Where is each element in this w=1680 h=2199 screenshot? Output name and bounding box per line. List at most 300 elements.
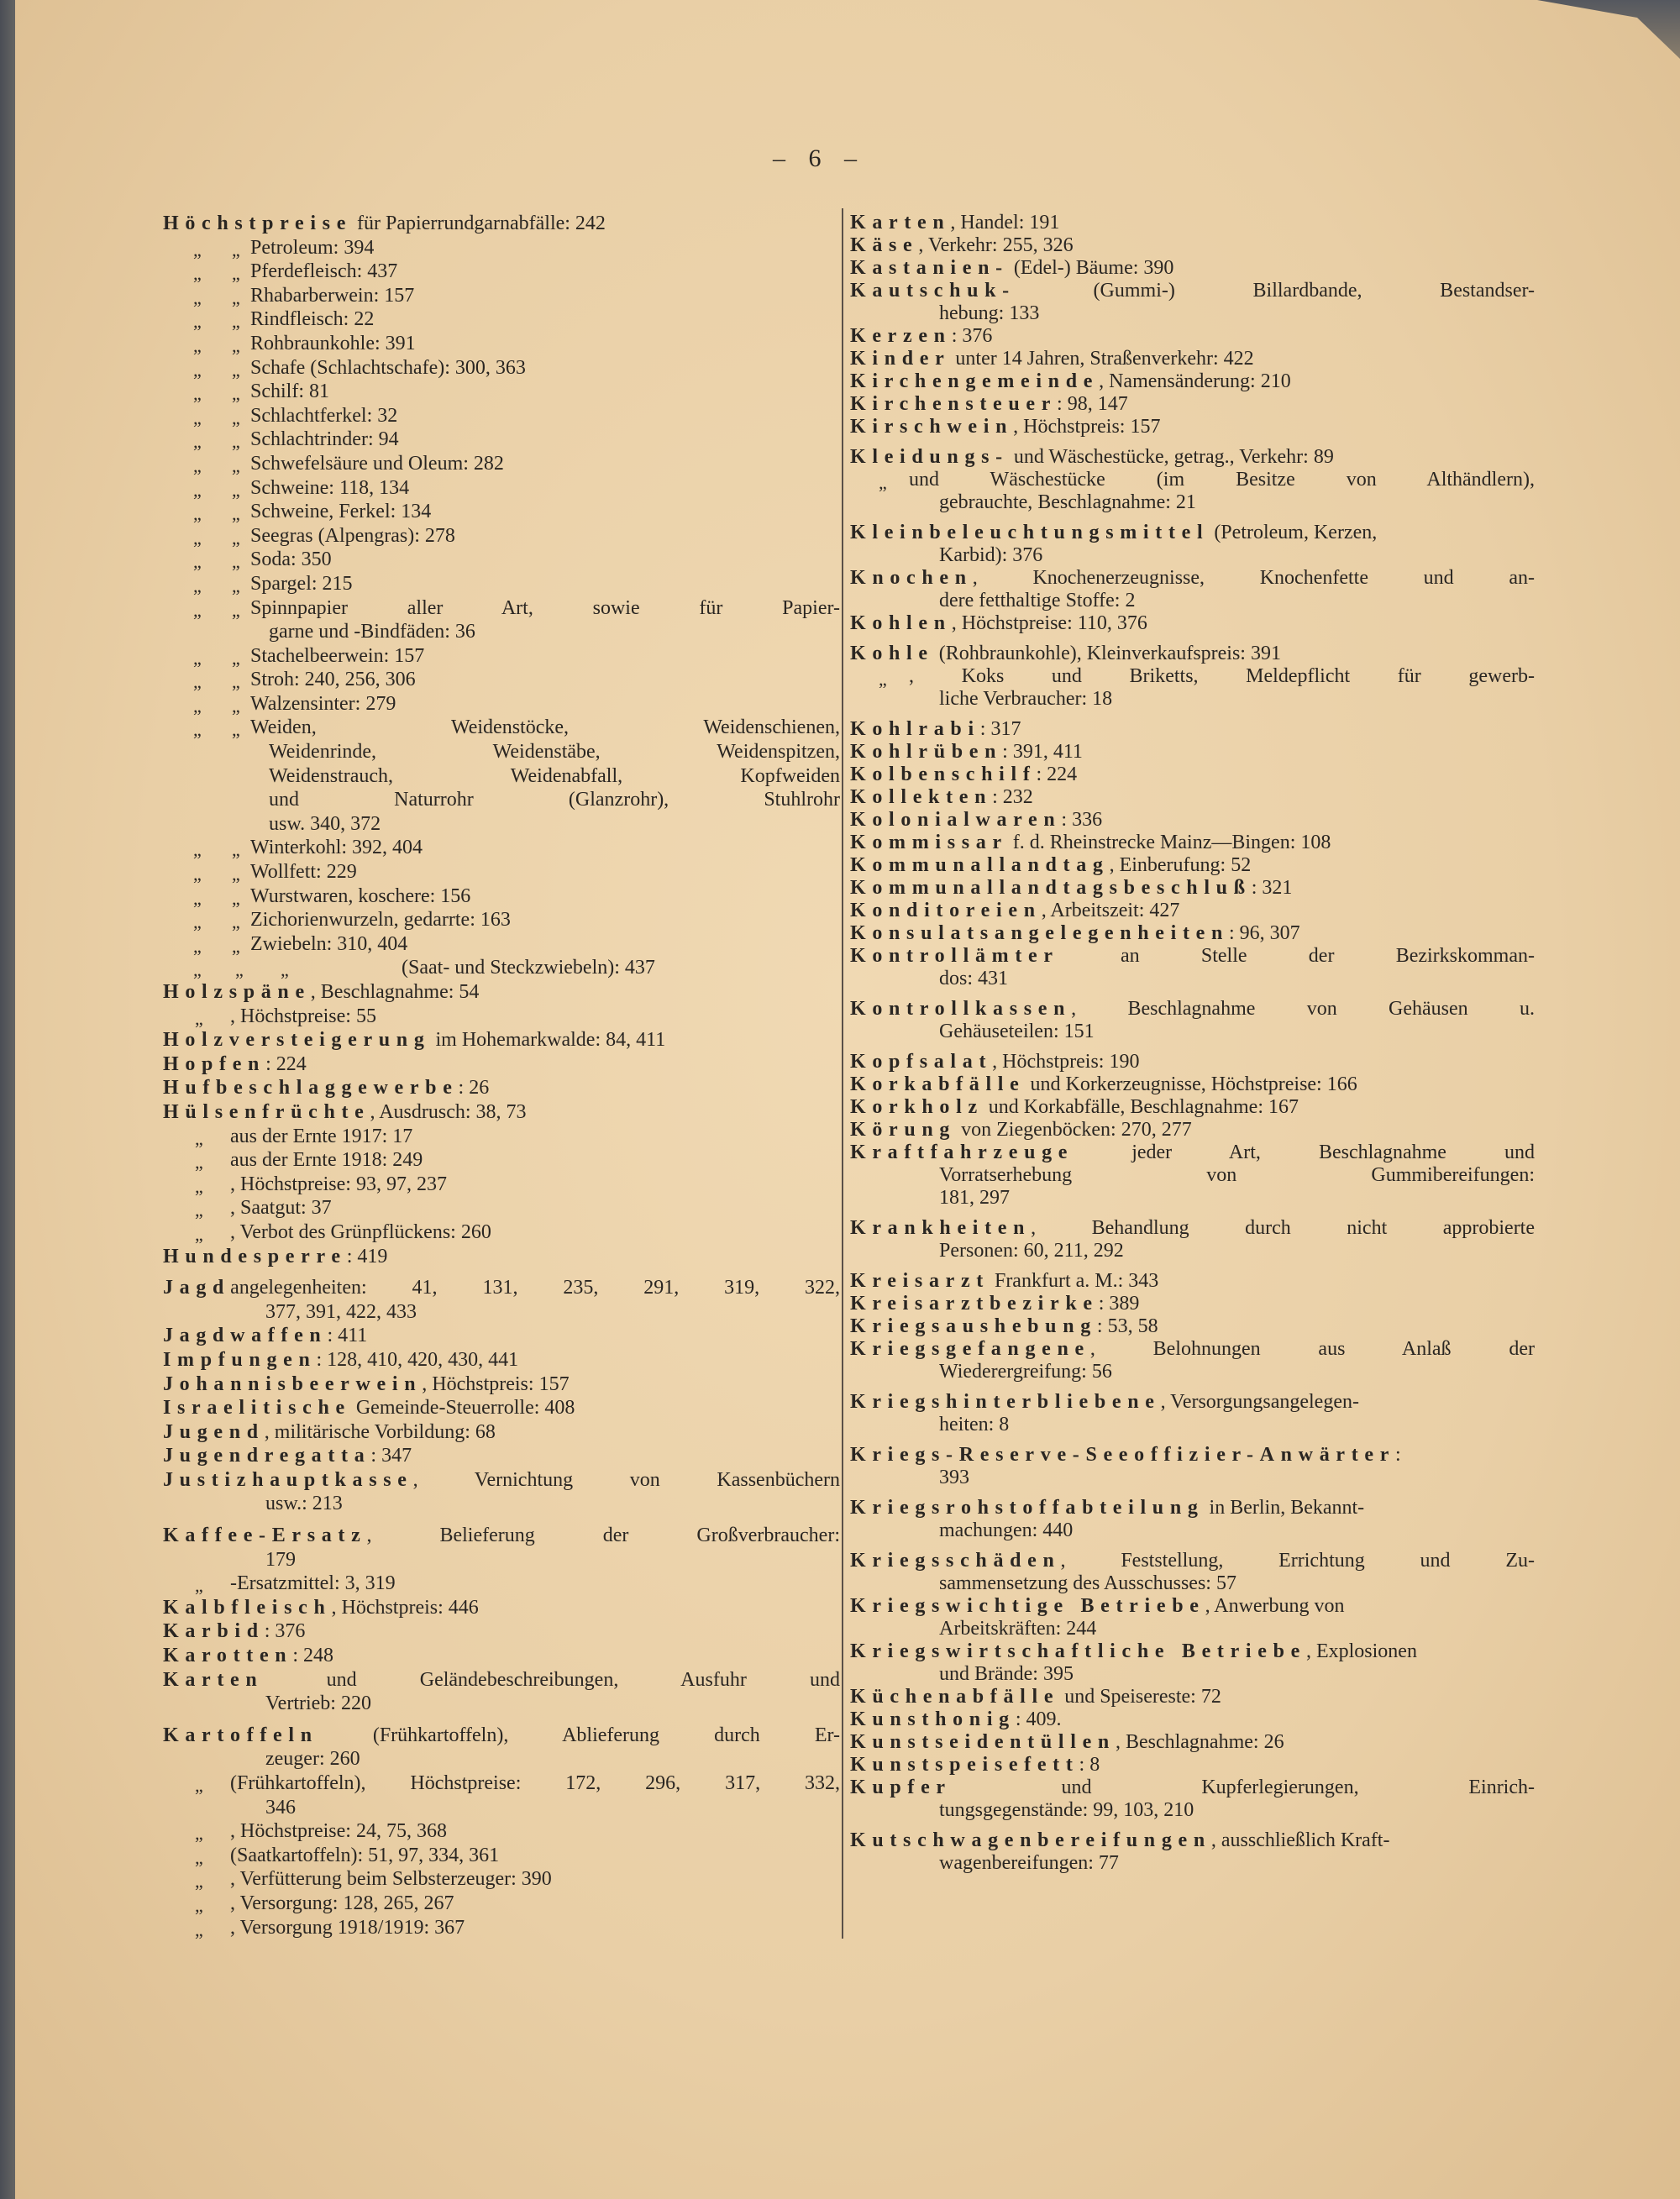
index-subentry [163,644,840,669]
index-entry [850,1708,1535,1731]
cover-corner [1537,0,1680,59]
entry-text: Wurstwaren, koschere: 156 [250,884,471,907]
entry-text: und Kupferlegierungen, Einrich- [951,1777,1535,1798]
entry-text: : 419 [346,1245,388,1267]
entry-keyword: Jugendregatta [163,1445,371,1467]
entry-text: Personen: 60, 211, 292 [939,1240,1124,1262]
index-entry [163,212,840,236]
ditto-mark: „ [193,383,202,405]
entry-keyword: Kleidungs- [850,446,1009,468]
entry-text: f. d. Rheinstrecke Mainz—Bingen: 108 [1007,832,1331,853]
index-entry-continuation [850,491,1535,514]
entry-keyword: Kriegswichtige Betriebe [850,1595,1205,1617]
entry-keyword: Konsulatsangelegenheiten [850,922,1230,944]
entry-keyword: Jagd [163,1277,231,1299]
index-entry [850,416,1535,438]
index-entry [163,1052,840,1077]
ditto-mark: „ [193,503,202,525]
index-entry [850,1754,1535,1777]
entry-keyword: Kontrollämter [850,945,1059,967]
index-entry [850,234,1535,257]
index-subentry [850,665,1535,688]
ditto-mark: „ [232,599,240,621]
entry-text: , Behandlung durch nicht approbierte [1031,1217,1535,1239]
ditto-mark: „ [195,1152,203,1173]
ditto-mark: „ [193,431,202,453]
entry-text: (Gummi-) Billardbande, Bestandser- [1015,280,1535,302]
index-entry [850,741,1535,764]
entry-text: aus der Ernte 1918: 249 [230,1149,423,1172]
index-subentry [163,956,840,980]
entry-text: Walzensinter: 279 [250,692,396,715]
index-subentry [163,500,840,524]
entry-keyword: Kastanien- [850,257,1009,279]
index-subentry [850,469,1535,491]
index-entry [850,280,1535,302]
index-entry [850,1550,1535,1572]
entry-keyword: Hufbeschlaggewerbe [163,1077,459,1100]
entry-text: 179 [265,1548,296,1571]
index-entry [850,1315,1535,1338]
ditto-mark: „ [232,239,240,260]
index-subentry [163,380,840,404]
entry-text: : 26 [458,1077,490,1100]
entry-keyword: Israelitische [163,1397,351,1420]
ditto-mark: „ [232,551,240,573]
ditto-mark: „ [195,1199,203,1221]
entry-text: (Rohbraunkohle), Kleinverkaufspreis: 391 [933,643,1281,664]
entry-keyword: Körung [850,1119,957,1141]
entry-text: , Höchstpreise: 55 [230,1005,376,1027]
ditto-mark: „ [193,599,202,621]
entry-keyword: Kriegswirtschaftliche Betriebe [850,1640,1306,1662]
entry-text: und Korkerzeugnisse, Höchstpreise: 166 [1025,1073,1357,1095]
index-entry [850,1444,1535,1467]
ditto-mark: „ [193,887,202,909]
entry-text: , Höchstpreise: 110, 376 [951,612,1147,634]
entry-text: , Belohnungen aus Anlaß der [1089,1338,1535,1360]
entry-text: Rindfleisch: 22 [250,308,375,331]
entry-text: Winterkohl: 392, 404 [250,837,423,859]
entry-keyword: Kopfsalat [850,1051,993,1073]
entry-text: Schwefelsäure und Oleum: 282 [250,452,504,475]
index-subentry [163,596,840,621]
entry-text: sammensetzung des Ausschusses: 57 [939,1572,1236,1594]
index-entry [163,1324,840,1348]
index-subentry [163,908,840,932]
index-entry [850,212,1535,234]
entry-text: und Korkabfälle, Beschlagnahme: 167 [983,1096,1299,1118]
entry-text: : 53, 58 [1096,1315,1158,1337]
ditto-mark: „ [193,311,202,333]
entry-keyword: Krankheiten [850,1217,1032,1239]
index-entry [850,809,1535,832]
entry-keyword: Kohlrabi [850,718,980,740]
index-entry [850,1338,1535,1361]
entry-text: und Speisereste: 72 [1059,1686,1221,1708]
entry-text: dere fetthaltige Stoffe: 2 [939,590,1136,611]
index-entry [163,1276,840,1300]
index-entry [163,1619,840,1644]
index-entry [850,325,1535,348]
entry-text: , Verfütterung beim Selbsterzeuger: 390 [230,1868,552,1891]
entry-keyword: Karten [850,212,951,234]
entry-text: (Edel-) Bäume: 390 [1008,257,1174,279]
entry-keyword: Kriegsrohstoffabteilung [850,1497,1205,1519]
index-subentry [163,692,840,716]
entry-keyword: Kommissar [850,832,1008,853]
index-subentry [163,1005,840,1029]
index-entry-continuation [850,688,1535,711]
index-entry [163,1396,840,1420]
index-entry [163,1668,840,1693]
entry-text: Vertrieb: 220 [265,1693,371,1715]
entry-keyword: Kommunallandtagsbeschluß [850,877,1252,899]
index-entry-continuation [850,1618,1535,1640]
index-entry-continuation [163,788,840,812]
entry-text: Wollfett: 229 [250,861,357,884]
ditto-mark: „ [195,1575,203,1597]
entry-text: Frankfurt a. M.: 343 [989,1270,1159,1292]
index-entry [850,643,1535,665]
index-entry [850,764,1535,786]
index-entry [850,945,1535,968]
index-entry-continuation [850,1187,1535,1210]
ditto-mark: „ [232,911,240,933]
index-column-right [850,212,1535,1875]
entry-text: : 376 [951,325,993,347]
ditto-mark: „ [232,334,240,356]
entry-text: Schweine, Ferkel: 134 [250,501,432,523]
index-entry [850,832,1535,854]
index-entry-continuation [163,1796,840,1820]
entry-text: : 347 [370,1445,412,1467]
index-entry [163,1028,840,1052]
entry-keyword: Hundesperre [163,1245,347,1267]
index-entry [163,1444,840,1468]
index-entry-continuation [163,764,840,789]
index-subentry [163,572,840,596]
entry-text: Schlachtrinder: 94 [250,428,399,451]
entry-keyword: Kunstseidentüllen [850,1731,1116,1753]
entry-keyword: Kriegshinterbliebene [850,1391,1161,1413]
index-entry-continuation [850,590,1535,612]
entry-keyword: Höchstpreise [163,213,353,234]
entry-keyword: Kinder [850,348,951,370]
entry-text: : 8 [1079,1754,1100,1776]
entry-text: , Beschlagnahme: 54 [310,981,480,1003]
entry-text: gebrauchte, Beschlagnahme: 21 [939,491,1196,513]
ditto-mark: „ [193,671,202,693]
entry-text: Schilf: 81 [250,380,329,403]
entry-text: , Versorgung: 128, 265, 267 [230,1892,454,1914]
ditto-mark: „ [195,1918,203,1940]
entry-text: an Stelle der Bezirkskomman- [1058,945,1535,967]
ditto-mark: „ [193,935,202,957]
ditto-mark: „ [193,839,202,861]
entry-text: , Verkehr: 255, 326 [918,234,1074,256]
index-subentry [163,1844,840,1868]
entry-keyword: Kunstspeisefett [850,1754,1079,1776]
ditto-mark: „ [195,1007,203,1029]
entry-text: für Papierrundgarnabfälle: 242 [352,213,606,234]
column-divider [842,208,843,1939]
entry-text: , Vernichtung von Kassenbüchern [412,1468,840,1491]
entry-text: : 98, 147 [1057,393,1128,415]
entry-text: in Berlin, Bekannt- [1204,1497,1365,1519]
entry-text: 181, 297 [939,1187,1010,1209]
entry-text: Petroleum: 394 [250,236,375,259]
index-entry-continuation [850,302,1535,325]
entry-keyword: Kupfer [850,1777,952,1798]
entry-keyword: Kolbenschilf [850,764,1037,785]
entry-text: , Explosionen [1305,1640,1417,1662]
entry-text: : 389 [1098,1293,1140,1315]
index-entry-continuation [163,812,840,837]
ditto-mark: „ [195,1175,203,1197]
index-entry-continuation [850,1663,1535,1686]
entry-text: Weidenrinde, Weidenstäbe, Weidenspitzen, [269,741,840,764]
entry-keyword: Jugend [163,1420,265,1443]
index-subentry [163,1196,840,1220]
entry-keyword: Käse [850,234,919,256]
ditto-mark: „ [193,719,202,741]
index-entry [850,370,1535,393]
index-entry [850,393,1535,416]
entry-keyword: Korkabfälle [850,1073,1026,1095]
ditto-mark: „ [193,695,202,716]
entry-text: : 336 [1061,809,1103,831]
entry-keyword: Kirchengemeinde [850,370,1100,392]
entry-keyword: Kerzen [850,325,952,347]
entry-text: Spargel: 215 [250,572,353,595]
index-entry-continuation [163,740,840,764]
index-entry [850,446,1535,469]
ditto-mark: „ [232,839,240,861]
index-subentry [163,260,840,284]
entry-text: : 232 [992,786,1033,808]
entry-text: jeder Art, Beschlagnahme und [1074,1141,1535,1163]
ditto-mark: „ [195,1223,203,1245]
ditto-mark: „ [193,286,202,308]
entry-keyword: Kohlen [850,612,952,634]
index-subentry [163,1771,840,1796]
index-subentry [163,1148,840,1173]
entry-keyword: Holzversteigerung [163,1029,431,1052]
index-entry [850,1096,1535,1119]
index-subentry [163,668,840,692]
entry-text: Pferdefleisch: 437 [250,260,398,283]
entry-text: Vorratserhebung von Gummibereifungen: [939,1164,1535,1186]
ditto-mark: „ [193,239,202,260]
entry-keyword: Hopfen [163,1052,266,1075]
index-subentry [163,332,840,356]
index-entry-continuation [850,544,1535,567]
index-entry [850,1270,1535,1293]
index-entry [850,522,1535,544]
ditto-mark: „ [232,454,240,476]
entry-keyword: Kirschwein [850,416,1014,438]
entry-keyword: Kaffee-Ersatz [163,1525,367,1547]
index-entry [850,1595,1535,1618]
entry-keyword: Karten [163,1668,264,1691]
entry-text: Wiederergreifung: 56 [939,1361,1112,1383]
index-entry-continuation [163,620,840,644]
index-entry [850,998,1535,1021]
entry-keyword: Kautschuk- [850,280,1016,302]
index-subentry [163,1892,840,1916]
entry-keyword: Kreisarzt [850,1270,990,1292]
entry-text: : 224 [265,1052,307,1075]
ditto-mark: „ [232,863,240,885]
ditto-mark: „ [193,359,202,380]
entry-keyword: Konditoreien [850,900,1042,921]
ditto-mark: „ [195,1775,203,1796]
entry-text: Schafe (Schlachtschafe): 300, 363 [250,356,526,379]
entry-keyword: Holzspäne [163,981,311,1003]
entry-text: im Hohemarkwalde: 84, 411 [430,1029,666,1052]
index-entry [850,1731,1535,1754]
entry-text: liche Verbraucher: 18 [939,688,1113,710]
entry-text: tungsgegenstände: 99, 103, 210 [939,1799,1194,1821]
index-entry [850,348,1535,370]
entry-text: : 411 [327,1325,368,1347]
entry-text: , Arbeitszeit: 427 [1041,900,1180,921]
entry-text: , Höchstpreise: 24, 75, 368 [230,1820,447,1843]
index-column-left [163,212,840,1939]
entry-text: Karbid): 376 [939,544,1043,566]
ditto-mark: „ [193,959,202,981]
index-entry [850,567,1535,590]
index-entry-continuation [163,1548,840,1572]
index-subentry [163,1916,840,1940]
entry-text: Spinnpapier aller Art, sowie für Papier- [250,596,840,619]
index-entry [163,1372,840,1397]
ditto-mark: „ [232,935,240,957]
index-entry [850,1640,1535,1663]
entry-text: , Koks und Briketts, Meldepflicht für gewerb- [909,665,1535,687]
ditto-mark: „ [232,647,240,669]
ditto-mark: „ [193,863,202,885]
entry-text: 377, 391, 422, 433 [265,1300,417,1323]
entry-keyword: Kontrollkassen [850,998,1072,1020]
index-entry [850,1119,1535,1141]
entry-keyword: Kriegsgefangene [850,1338,1090,1360]
ditto-mark: „ [193,334,202,356]
entry-text: : 128, 410, 420, 430, 441 [316,1348,519,1371]
entry-keyword: Kartoffeln [163,1724,318,1746]
ditto-mark: „ [232,359,240,380]
index-entry-continuation [850,1799,1535,1822]
entry-text: und Geländebeschreibungen, Ausfuhr und [263,1668,840,1691]
entry-text: Zwiebeln: 310, 404 [250,932,408,955]
entry-keyword: Kolonialwaren [850,809,1062,831]
index-entry [163,1596,840,1620]
entry-text: Stroh: 240, 256, 306 [250,669,416,691]
entry-text: , Feststellung, Errichtung und Zu- [1060,1550,1535,1572]
index-entry-continuation [850,1467,1535,1489]
entry-text: heiten: 8 [939,1414,1010,1435]
entry-text: von Ziegenböcken: 270, 277 [956,1119,1192,1141]
entry-text: , Anwerbung von [1205,1595,1345,1617]
entry-keyword: Kollekten [850,786,993,808]
entry-keyword: Kalbfleisch [163,1596,332,1619]
index-entry [850,257,1535,280]
entry-text: Rohbraunkohle: 391 [250,332,416,354]
entry-keyword: Küchenabfälle [850,1686,1060,1708]
entry-text: Schweine: 118, 134 [250,476,410,499]
entry-text: : [1395,1444,1401,1466]
ditto-mark: „ [232,383,240,405]
ditto-mark: „ [193,407,202,428]
entry-keyword: Kutschwagenbereifungen [850,1829,1211,1851]
index-entry [850,1391,1535,1414]
index-subentry [163,524,840,548]
entry-text: , Höchstpreis: 157 [1013,416,1161,438]
entry-text: zeuger: 260 [265,1748,360,1771]
index-subentry [163,307,840,332]
index-entry-continuation [850,1361,1535,1383]
index-entry [163,1468,840,1493]
entry-text: Stachelbeerwein: 157 [250,644,425,667]
entry-text: : 409. [1015,1708,1062,1730]
ditto-mark: „ [232,407,240,428]
index-entry-continuation [163,1747,840,1771]
entry-text: (Petroleum, Kerzen, [1209,522,1378,543]
index-entry [163,980,840,1005]
entry-keyword: Johannisbeerwein [163,1372,423,1395]
ditto-mark: „ [195,1871,203,1892]
entry-text: unter 14 Jahren, Straßenverkehr: 422 [950,348,1254,370]
ditto-mark: „ [193,575,202,596]
entry-text: Arbeitskräften: 244 [939,1618,1097,1640]
entry-text: , Saatgut: 37 [230,1197,332,1220]
entry-keyword: Kommunallandtag [850,854,1110,876]
index-entry-continuation [850,968,1535,990]
index-subentry [163,860,840,884]
entry-text: , Höchstpreis: 446 [331,1596,479,1619]
entry-keyword: Hülsenfrüchte [163,1100,370,1123]
entry-text: , Handel: 191 [950,212,1060,234]
ditto-mark: „ [232,887,240,909]
index-subentry [163,884,840,909]
entry-text: (Saat- und Steckzwiebeln): 437 [402,957,655,979]
index-entry-continuation [850,1852,1535,1875]
entry-keyword: Impfungen [163,1348,317,1371]
entry-text: und Brände: 395 [939,1663,1074,1685]
ditto-mark: „ [193,454,202,476]
ditto-mark: „ [232,479,240,501]
index-entry [850,1829,1535,1852]
index-subentry [163,1572,840,1596]
index-entry-continuation [850,1414,1535,1436]
ditto-mark: „ [232,431,240,453]
index-entry [850,786,1535,809]
entry-keyword: Korkholz [850,1096,984,1118]
ditto-mark: „ [879,472,887,491]
entry-text: : 317 [979,718,1021,740]
entry-text: und Naturrohr (Glanzrohr), Stuhlrohr [269,789,840,811]
entry-keyword: Knochen [850,567,973,589]
entry-text: , Beschlagnahme von Gehäusen u. [1071,998,1535,1020]
index-entry [850,1217,1535,1240]
index-entry [850,1497,1535,1519]
entry-text: , Ausdrusch: 38, 73 [370,1100,527,1123]
index-entry-continuation [850,1572,1535,1595]
index-subentry [163,1819,840,1844]
index-entry [850,1073,1535,1096]
entry-keyword: Justizhauptkasse [163,1468,413,1491]
